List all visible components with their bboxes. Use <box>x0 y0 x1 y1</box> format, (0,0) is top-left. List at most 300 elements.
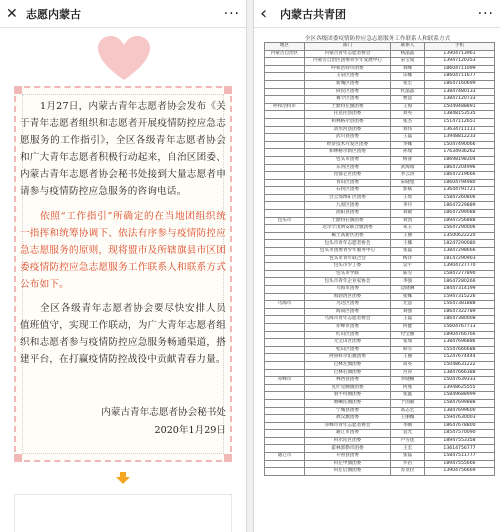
table-row <box>265 141 495 149</box>
cell-region <box>265 384 305 392</box>
cell-phone: 15047639333 <box>425 377 495 385</box>
table-row <box>265 468 495 476</box>
table-row <box>265 248 495 256</box>
cell-region: 呼和浩特市 <box>265 103 305 111</box>
table-row <box>265 164 495 172</box>
cell-contact: 杜晶晶 <box>391 88 425 96</box>
cell-phone: 13847699600 <box>425 407 495 415</box>
cell-phone: 15049488891 <box>425 103 495 111</box>
table-row <box>265 369 495 377</box>
cell-region <box>265 149 305 157</box>
cell-department: 达尔罕茂明安联合旗团委 <box>305 225 391 233</box>
cell-contact: 郭斌 <box>391 187 425 195</box>
cell-phone: 15847699888 <box>425 399 495 407</box>
cell-phone: 18604794980 <box>425 179 495 187</box>
cell-region <box>265 399 305 407</box>
cell-phone: 13644791721 <box>425 187 495 195</box>
cell-phone: 18447314199 <box>425 286 495 294</box>
cell-region <box>265 187 305 195</box>
cell-region <box>265 96 305 104</box>
cell-department: 新城区团委 <box>305 80 391 88</box>
cell-phone: 15847260806 <box>425 194 495 202</box>
cell-region <box>265 164 305 172</box>
heart-icon <box>98 36 150 82</box>
signature-org: 内蒙古青年志愿者协会秘书处 <box>101 407 226 418</box>
cell-region: 内蒙古自治区 <box>265 50 305 58</box>
table-row <box>265 232 495 240</box>
table-row <box>265 316 495 324</box>
cell-region <box>265 232 305 240</box>
table-row <box>265 255 495 263</box>
table-row <box>265 58 495 66</box>
cell-phone: 13847666388 <box>425 369 495 377</box>
cell-contact: 宫涛 <box>391 369 425 377</box>
table-row <box>265 96 495 104</box>
cell-department: 科左中旗团委 <box>305 460 391 468</box>
table-row <box>265 80 495 88</box>
header-contact: 联系人 <box>391 43 425 51</box>
cell-contact: 卢雪莲 <box>391 437 425 445</box>
cell-contact: 杨晶晶 <box>391 50 425 58</box>
table-row <box>265 430 495 438</box>
cell-phone: 18604711677 <box>425 73 495 81</box>
cell-contact: 张瑞 <box>391 339 425 347</box>
cell-phone: 15604767713 <box>425 323 495 331</box>
cell-phone: 13847120733 <box>425 96 495 104</box>
cell-phone: 13904756669 <box>425 468 495 476</box>
cell-contact: 张娜 <box>391 293 425 301</box>
cell-region <box>265 346 305 354</box>
table-row <box>265 453 495 461</box>
cell-contact: 李晓楠 <box>391 377 425 385</box>
cell-contact: 宋晓旭 <box>391 179 425 187</box>
cell-department: 阿鲁科尔沁旗团委 <box>305 354 391 362</box>
table-row <box>265 126 495 134</box>
cell-phone: 13847480133 <box>425 88 495 96</box>
table-row <box>265 50 495 58</box>
cell-region <box>265 172 305 180</box>
cell-region <box>265 58 305 66</box>
cell-phone: 13847696886 <box>425 339 495 347</box>
signature-date: 2020年1月29日 <box>154 425 226 436</box>
cell-phone: 18647219666 <box>425 172 495 180</box>
cell-contact: 张磊 <box>391 453 425 461</box>
cell-contact: 王丽 <box>391 232 425 240</box>
cell-contact: 王丽 <box>391 354 425 362</box>
cell-phone: 18647678800 <box>425 422 495 430</box>
cell-contact: 孙瑞 <box>391 149 425 157</box>
cell-phone: 15647381888 <box>425 301 495 309</box>
cell-department: 通辽市团委 <box>305 430 391 438</box>
cell-department: 土默特右旗团委 <box>305 217 391 225</box>
cell-department: 乌海市团委 <box>305 286 391 294</box>
header-region: 地区 <box>265 43 305 51</box>
table-row <box>265 88 495 96</box>
cell-phone: 18547570090 <box>425 430 495 438</box>
cell-contact: 王海 <box>391 103 425 111</box>
cell-contact: 刘凯 <box>391 217 425 225</box>
cell-region <box>265 407 305 415</box>
cell-phone: 18947555666 <box>425 460 495 468</box>
cell-contact: 何燕 <box>391 384 425 392</box>
table-row <box>265 65 495 73</box>
cell-region <box>265 179 305 187</box>
cell-phone: 15047490066 <box>425 141 495 149</box>
cell-contact: 付宝丽 <box>391 331 425 339</box>
cell-contact: 吴宇 <box>391 263 425 271</box>
cell-contact: 杨洋 <box>391 255 425 263</box>
cell-department: 松山区团委 <box>305 346 391 354</box>
cell-contact: 王娜 <box>391 240 425 248</box>
paragraph-guideline: 依照“工作指引”所确定的在当地团组织统一指挥和统筹协调下、依法有序参与疫情防控应急志愿服务的原则，现将盟市及所辖旗县市区团委疫情防控应急志愿服务工作联系人和联系方式公布如下。 <box>20 211 226 290</box>
cell-phone: 15847277890 <box>425 270 495 278</box>
table-row <box>265 323 495 331</box>
arrow-down-icon <box>116 472 130 484</box>
table-row <box>265 445 495 453</box>
cell-phone: 13904713961 <box>425 50 495 58</box>
table-row <box>265 392 495 400</box>
cell-department: 赛罕区团委 <box>305 96 391 104</box>
cell-contact: 刘敏 <box>391 210 425 218</box>
top-nav-bar <box>254 0 500 28</box>
cell-region <box>265 111 305 119</box>
cell-contact: 王瑶 <box>391 194 425 202</box>
cell-region <box>265 210 305 218</box>
cell-contact: 张杰 <box>391 118 425 126</box>
cell-contact: 刘英 <box>391 111 425 119</box>
cell-department: 东河区团委 <box>305 164 391 172</box>
cell-contact: 韩雪 <box>391 346 425 354</box>
cell-region <box>265 323 305 331</box>
top-nav-bar <box>0 0 246 28</box>
cell-region <box>265 316 305 324</box>
header-phone: 手机 <box>425 43 495 51</box>
cell-department: 和林格尔新区团委 <box>305 149 391 157</box>
cell-region <box>265 286 305 294</box>
table-row <box>265 73 495 81</box>
cell-phone: 18947553358 <box>425 437 495 445</box>
cell-contact: 王丽娜 <box>391 415 425 423</box>
cell-department: 呼和浩特市团委 <box>305 65 391 73</box>
cell-region <box>265 156 305 164</box>
cell-department: 九原区团委 <box>305 202 391 210</box>
cell-department: 海勃湾区团委 <box>305 293 391 301</box>
cell-phone: 18647322789 <box>425 308 495 316</box>
cell-phone: 15547666688 <box>425 346 495 354</box>
cell-department: 翁牛特旗团委 <box>305 392 391 400</box>
card-corner <box>14 454 22 462</box>
cell-region <box>265 240 305 248</box>
cell-department: 宁城县团委 <box>305 407 391 415</box>
cell-department: 包头市青年联合会 <box>305 255 391 263</box>
cell-department: 霍林郭勒市团委 <box>305 445 391 453</box>
table-row <box>265 210 495 218</box>
table-body <box>265 50 495 475</box>
cell-phone: 18904766766 <box>425 331 495 339</box>
table-row <box>265 422 495 430</box>
cell-region: 包头市 <box>265 217 305 225</box>
cell-contact: 罗岩 <box>391 460 425 468</box>
cell-region <box>265 354 305 362</box>
cell-department: 包头市团委青少年服务中心 <box>305 248 391 256</box>
table-row <box>265 361 495 369</box>
table-row <box>265 331 495 339</box>
cell-department: 科尔沁区团委 <box>305 437 391 445</box>
cell-department: 乌海市青年志愿者协会 <box>305 316 391 324</box>
cell-region <box>265 361 305 369</box>
cell-region: 乌海市 <box>265 301 305 309</box>
cell-contact: 尤慧 <box>391 301 425 309</box>
cell-region <box>265 293 305 301</box>
cell-region <box>265 118 305 126</box>
cell-phone: 15947315226 <box>425 293 495 301</box>
table-row <box>265 179 495 187</box>
cell-phone: 13634711111 <box>425 126 495 134</box>
cell-region <box>265 225 305 233</box>
table-row <box>265 293 495 301</box>
paragraph-closing: 全区各级青年志愿者协会要尽快安排人员值班值守，实现工作联动，为广大青年志愿者组织和志愿者参与疫情防控应急服务畅通渠道，搭建平台，在打赢疫情防控战役中贡献青春力量。 <box>20 303 226 365</box>
cell-region <box>265 263 305 271</box>
cell-region <box>265 460 305 468</box>
card-corner <box>224 86 232 94</box>
cell-department: 包头市学联 <box>305 270 391 278</box>
table-row <box>265 346 495 354</box>
account-title: 志愿内蒙古 <box>26 7 81 21</box>
cell-department: 玉泉区团委 <box>305 73 391 81</box>
cell-department: 内蒙古自治区团委青少年发展中心 <box>305 58 391 66</box>
cell-contact: 王磊 <box>391 134 425 142</box>
cell-department: 乌达区团委 <box>305 301 391 309</box>
more-menu-icon[interactable]: ··· <box>477 5 494 22</box>
table-row <box>265 172 495 180</box>
cell-region <box>265 437 305 445</box>
cell-region <box>265 430 305 438</box>
cell-department: 和林格尔县团委 <box>305 118 391 126</box>
table-row <box>265 286 495 294</box>
cell-region <box>265 331 305 339</box>
card-corner <box>14 86 22 94</box>
cell-contact: 张宏 <box>391 80 425 88</box>
cell-contact: 杨睿 <box>391 156 425 164</box>
cell-department: 回民区团委 <box>305 88 391 96</box>
cell-contact: 边晓琳 <box>391 286 425 294</box>
cell-contact: 李强 <box>391 278 425 286</box>
cell-contact: 张磊 <box>391 248 425 256</box>
cell-contact: 李刚 <box>391 422 425 430</box>
article-panel-left <box>0 0 247 532</box>
cell-region <box>265 445 305 453</box>
table-row <box>265 407 495 415</box>
next-section-box <box>14 494 232 532</box>
table-row <box>265 202 495 210</box>
cell-department: 元宝山区团委 <box>305 339 391 347</box>
table-row <box>265 118 495 126</box>
cell-phone: 18647299088 <box>425 210 495 218</box>
cell-region <box>265 422 305 430</box>
table-row <box>265 415 495 423</box>
table-row <box>265 399 495 407</box>
cell-phone: 15647290006 <box>425 225 495 233</box>
cell-department: 科左后旗团委 <box>305 468 391 476</box>
cell-phone: 13904727770 <box>425 263 495 271</box>
cell-contact: 朱玉 <box>391 225 425 233</box>
table-row <box>265 384 495 392</box>
cell-phone: 13948625555 <box>425 384 495 392</box>
table-row <box>265 460 495 468</box>
cell-phone: 18947256888 <box>425 217 495 225</box>
table-row <box>265 354 495 362</box>
cell-region <box>265 202 305 210</box>
cell-phone: 18647380008 <box>425 316 495 324</box>
cell-phone: 15849688999 <box>425 392 495 400</box>
cell-phone: 18698198304 <box>425 156 495 164</box>
cell-region: 通辽市 <box>265 453 305 461</box>
cell-phone: 18647160699 <box>425 80 495 88</box>
table-row <box>265 149 495 157</box>
cell-contact: 武海瑞 <box>391 164 425 172</box>
table-panel-right <box>253 0 500 532</box>
cell-region <box>265 134 305 142</box>
cell-contact: 陈雪 <box>391 270 425 278</box>
table-row <box>265 225 495 233</box>
cell-department: 海南区团委 <box>305 308 391 316</box>
header-department: 部门 <box>305 43 391 51</box>
table-row <box>265 263 495 271</box>
cell-contact: 乐娜 <box>391 73 425 81</box>
back-icon[interactable]: ‹ <box>260 2 268 24</box>
cell-phone: 13948812233 <box>425 134 495 142</box>
cell-region <box>265 308 305 316</box>
table-row <box>265 308 495 316</box>
table-header-row <box>265 43 495 51</box>
cell-contact: 李丹 <box>391 202 425 210</box>
cell-contact: 袁光 <box>391 430 425 438</box>
cell-department: 土默特左旗团委 <box>305 103 391 111</box>
cell-department: 石拐区团委 <box>305 187 391 195</box>
cell-phone: 15947630003 <box>425 415 495 423</box>
cell-phone: 15847511777 <box>425 453 495 461</box>
cell-phone: 15247674444 <box>425 354 495 362</box>
paragraph-intro: 1月27日，内蒙古青年志愿者协会发布《关于青年志愿者组织和志愿者开展疫情防控应急志愿服务的工作指引》，全区各级青年志愿者协会和广大青年志愿者积极行动起来，自治区团委、内蒙古青年志愿者协会秘书处接到大量志愿者申请参与疫情防控应急服务的咨询电话。 <box>20 101 226 197</box>
cell-phone: 18247290080 <box>425 240 495 248</box>
table-row <box>265 339 495 347</box>
cell-department: 巴林右旗团委 <box>305 369 391 377</box>
cell-region <box>265 255 305 263</box>
table-title: 全区各级团委疫情防控应急志愿服务工作联系人和联系方式 <box>304 36 451 42</box>
cell-region <box>265 339 305 347</box>
cell-region <box>265 369 305 377</box>
table-row <box>265 377 495 385</box>
cell-contact: 刘峰 <box>391 65 425 73</box>
cell-phone: 18147290903 <box>425 255 495 263</box>
table-row <box>265 270 495 278</box>
cell-department: 包头市团委 <box>305 156 391 164</box>
table-row <box>265 301 495 309</box>
cell-region <box>265 392 305 400</box>
table-row <box>265 278 495 286</box>
cell-contact: 高英 <box>391 361 425 369</box>
cell-contact: 刘伟 <box>391 126 425 134</box>
cell-contact: 王磊 <box>391 316 425 324</box>
cell-department: 清水河县团委 <box>305 126 391 134</box>
cell-contact: 宋宝成 <box>391 58 425 66</box>
table-row <box>265 217 495 225</box>
cell-department: 包头市少工委 <box>305 263 391 271</box>
cell-department: 固阳县团委 <box>305 210 391 218</box>
table-row <box>265 194 495 202</box>
cell-contact: 曹慧 <box>391 96 425 104</box>
cell-contact: 李娜 <box>391 141 425 149</box>
cell-phone: 13847298666 <box>425 248 495 256</box>
cell-department: 喀喇沁旗团委 <box>305 399 391 407</box>
cell-department: 敖汉旗团委 <box>305 415 391 423</box>
close-icon[interactable]: ✕ <box>6 5 18 22</box>
cell-department: 经济技术开发区团委 <box>305 141 391 149</box>
cell-phone: 13500622220 <box>425 232 495 240</box>
cell-region <box>265 88 305 96</box>
cell-phone: 15147112651 <box>425 118 495 126</box>
table-row <box>265 437 495 445</box>
cell-department: 红山区团委 <box>305 331 391 339</box>
cell-region: 赤峰市 <box>265 377 305 385</box>
cell-phone: 17634936262 <box>425 149 495 157</box>
cell-department: 武川县团委 <box>305 134 391 142</box>
cell-department: 稀土高新区团委 <box>305 232 391 240</box>
table-row <box>265 187 495 195</box>
cell-department: 青山区团委 <box>305 179 391 187</box>
table-row <box>265 240 495 248</box>
card-corner <box>224 454 232 462</box>
cell-region <box>265 141 305 149</box>
cell-contact: 李云涛 <box>391 172 425 180</box>
cell-contact: 刘强 <box>391 308 425 316</box>
cell-region <box>265 126 305 134</box>
cell-phone: 18647229889 <box>425 202 495 210</box>
account-title: 内蒙古共青团 <box>280 7 346 21</box>
cell-contact: 张鑫 <box>391 392 425 400</box>
table-row <box>265 156 495 164</box>
cell-region <box>265 468 305 476</box>
cell-contact: 于国敏 <box>391 399 425 407</box>
cell-department: 包头市青年志愿者协会 <box>305 240 391 248</box>
cell-phone: 18604711099 <box>425 65 495 73</box>
cell-department: 昆都仑区团委 <box>305 172 391 180</box>
table-row <box>265 111 495 119</box>
cell-department: 内蒙古青年志愿者协会 <box>305 50 391 58</box>
cell-region <box>265 80 305 88</box>
table-row <box>265 134 495 142</box>
cell-phone: 13848153535 <box>425 111 495 119</box>
more-menu-icon[interactable]: ··· <box>223 5 240 22</box>
cell-phone: 13947120353 <box>425 58 495 66</box>
cell-region <box>265 415 305 423</box>
cell-phone: 15048631222 <box>425 361 495 369</box>
cell-department: 赤峰市青年志愿者协会 <box>305 422 391 430</box>
cell-phone: 13614756777 <box>425 445 495 453</box>
cell-region <box>265 194 305 202</box>
cell-department: 白云鄂博矿区团委 <box>305 194 391 202</box>
cell-department: 托克托县团委 <box>305 111 391 119</box>
cell-region <box>265 73 305 81</box>
cell-department: 巴林左旗团委 <box>305 361 391 369</box>
cell-contact: 高志宏 <box>391 407 425 415</box>
cell-department: 克什克腾旗团委 <box>305 384 391 392</box>
cell-region <box>265 270 305 278</box>
cell-region <box>265 248 305 256</box>
cell-region <box>265 65 305 73</box>
cell-contact: 苏亚拉 <box>391 468 425 476</box>
table-row <box>265 103 495 111</box>
